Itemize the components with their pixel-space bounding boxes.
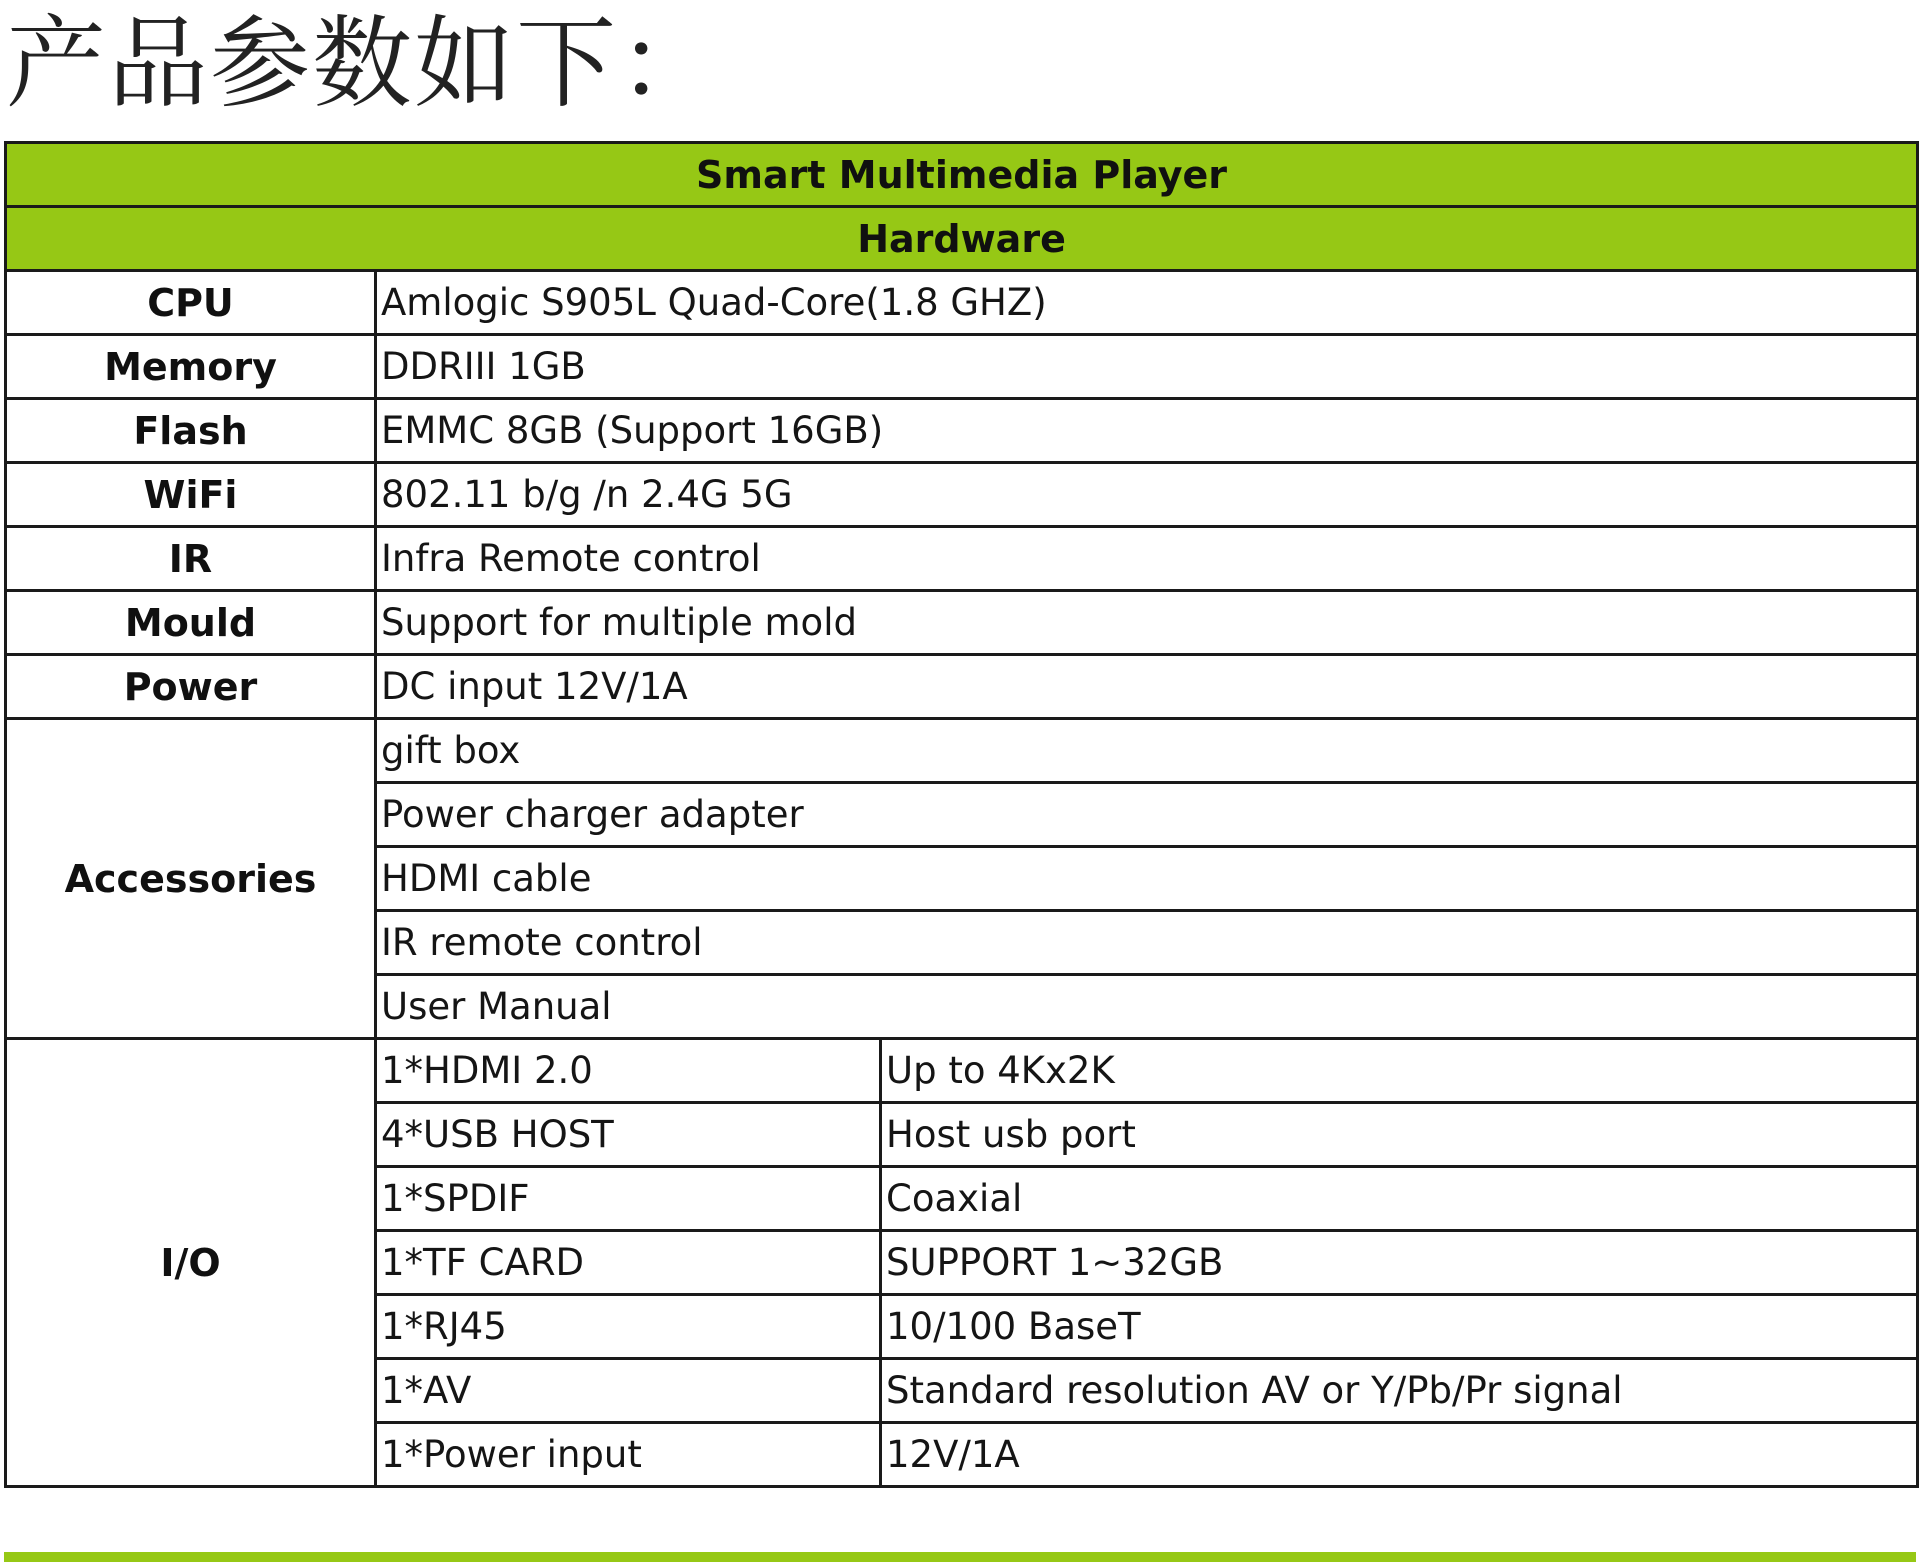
spec-label: WiFi xyxy=(6,463,376,527)
io-port: 1*SPDIF xyxy=(376,1167,881,1231)
io-desc: Host usb port xyxy=(881,1103,1918,1167)
spec-value: Support for multiple mold xyxy=(376,591,1918,655)
section-title: Hardware xyxy=(6,207,1918,271)
spec-row-power xyxy=(6,655,1918,719)
spec-value: DDRIII 1GB xyxy=(376,335,1918,399)
spec-row-mould xyxy=(6,591,1918,655)
io-port: 1*Power input xyxy=(376,1423,881,1487)
accessory-item: IR remote control xyxy=(376,911,1918,975)
spec-row-memory xyxy=(6,335,1918,399)
accessories-label: Accessories xyxy=(6,719,376,1039)
accessory-item: User Manual xyxy=(376,975,1918,1039)
spec-value: DC input 12V/1A xyxy=(376,655,1918,719)
spec-row-ir xyxy=(6,527,1918,591)
io-desc: SUPPORT 1~32GB xyxy=(881,1231,1918,1295)
spec-label: Mould xyxy=(6,591,376,655)
spec-value: Infra Remote control xyxy=(376,527,1918,591)
spec-label: Power xyxy=(6,655,376,719)
io-port: 1*HDMI 2.0 xyxy=(376,1039,881,1103)
accessory-item: Power charger adapter xyxy=(376,783,1918,847)
io-port: 1*AV xyxy=(376,1359,881,1423)
spec-row-cpu xyxy=(6,271,1918,335)
io-label: I/O xyxy=(6,1039,376,1487)
io-port: 1*RJ45 xyxy=(376,1295,881,1359)
footer-band xyxy=(4,1552,1916,1562)
io-row xyxy=(6,1039,1918,1103)
io-desc: Up to 4Kx2K xyxy=(881,1039,1918,1103)
spec-table xyxy=(4,141,1919,1488)
io-desc: 10/100 BaseT xyxy=(881,1295,1918,1359)
spec-label: Flash xyxy=(6,399,376,463)
io-desc: Standard resolution AV or Y/Pb/Pr signal xyxy=(881,1359,1918,1423)
table-title: Smart Multimedia Player xyxy=(6,143,1918,207)
accessories-row xyxy=(6,719,1918,783)
spec-label: IR xyxy=(6,527,376,591)
io-port: 4*USB HOST xyxy=(376,1103,881,1167)
spec-label: Memory xyxy=(6,335,376,399)
spec-row-wifi xyxy=(6,463,1918,527)
section-row xyxy=(6,207,1918,271)
io-port: 1*TF CARD xyxy=(376,1231,881,1295)
title-row xyxy=(6,143,1918,207)
spec-label: CPU xyxy=(6,271,376,335)
spec-row-flash xyxy=(6,399,1918,463)
spec-value: 802.11 b/g /n 2.4G 5G xyxy=(376,463,1918,527)
accessory-item: gift box xyxy=(376,719,1918,783)
io-desc: 12V/1A xyxy=(881,1423,1918,1487)
spec-value: EMMC 8GB (Support 16GB) xyxy=(376,399,1918,463)
accessory-item: HDMI cable xyxy=(376,847,1918,911)
page-heading: 产品参数如下： xyxy=(6,5,720,122)
spec-value: Amlogic S905L Quad-Core(1.8 GHZ) xyxy=(376,271,1918,335)
io-desc: Coaxial xyxy=(881,1167,1918,1231)
